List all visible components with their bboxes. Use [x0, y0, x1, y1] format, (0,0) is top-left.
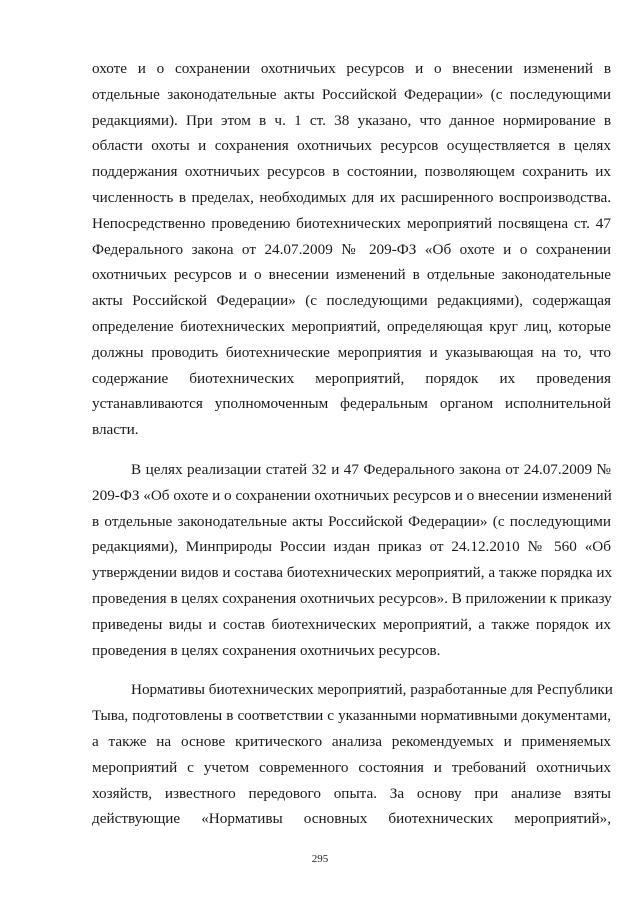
text-line: власти. [92, 421, 139, 439]
text-line: приведены виды и состав биотехнических мероприятий, а также порядок их [92, 615, 611, 633]
paragraph-gap [92, 663, 611, 677]
text-line: 209-ФЗ «Об охоте и о сохранении охотничьих ресурсов и о внесении изменений [92, 486, 612, 504]
text-line: поддержания охотничьих ресурсов в состоянии, позволяющем сохранить их [92, 163, 611, 181]
text-line: проведения в целях сохранения охотничьих ресурсов». В приложении к приказу [92, 589, 612, 607]
paragraph [92, 56, 611, 443]
text-line: мероприятий с учетом современного состояния и требований охотничьих [92, 758, 611, 776]
text-line: действующие «Нормативы основных биотехнических мероприятий», [92, 810, 611, 828]
text-line: в отдельные законодательные акты Российской Федерации» (с последующими [92, 512, 611, 530]
text-line: проведения в целях сохранения охотничьих ресурсов. [92, 641, 441, 659]
page-number: 295 [311, 853, 329, 865]
text-line: редакциями). При этом в ч. 1 ст. 38 указано, что данное нормирование в [92, 111, 611, 129]
text-line: должны проводить биотехнические мероприятия и указывающая на то, что [92, 343, 611, 361]
text-line: редакциями), Минприроды России издан приказ от 24.12.2010 № 560 «Об [92, 538, 611, 556]
text-line: области охоты и сохранения охотничьих ресурсов осуществляется в целях [92, 137, 611, 155]
text-line: Непосредственно проведению биотехнических мероприятий посвящена ст. 47 [92, 214, 611, 232]
text-line: устанавливаются уполномоченным федеральным органом исполнительной [92, 395, 611, 413]
text-line: утверждении видов и состава биотехнических мероприятий, а также порядка их [92, 564, 613, 582]
text-line: охотничьих ресурсов и о внесении изменений в отдельные законодательные [92, 266, 611, 284]
text-line: В целях реализации статей 32 и 47 Федерального закона от 24.07.2009 № [131, 460, 611, 478]
body-text [92, 56, 611, 832]
text-line: Нормативы биотехнических мероприятий, разработанные для Республики [131, 681, 613, 699]
text-line: Тыва, подготовлены в соответствии с указанными нормативными документами, [92, 707, 611, 725]
text-line: Федерального закона от 24.07.2009 № 209-ФЗ «Об охоте и о сохранении [92, 240, 611, 258]
text-line: определение биотехнических мероприятий, определяющая круг лиц, которые [92, 317, 611, 335]
text-line: численность в пределах, необходимых для их расширенного воспроизводства. [92, 188, 611, 206]
text-line: а также на основе критического анализа рекомендуемых и применяемых [92, 732, 611, 750]
text-line: акты Российской Федерации» (с последующими редакциями), содержащая [92, 292, 611, 310]
paragraph-gap [92, 443, 611, 457]
paragraph [92, 677, 611, 832]
text-line: отдельные законодательные акты Российской Федерации» (с последующими [92, 85, 611, 103]
text-line: содержание биотехнических мероприятий, порядок их проведения [92, 369, 611, 387]
text-line: охоте и о сохранении охотничьих ресурсов и о внесении изменений в [92, 60, 611, 77]
paragraph [92, 457, 611, 663]
text-line: хозяйств, известного передового опыта. За основу при анализе взяты [92, 784, 611, 802]
